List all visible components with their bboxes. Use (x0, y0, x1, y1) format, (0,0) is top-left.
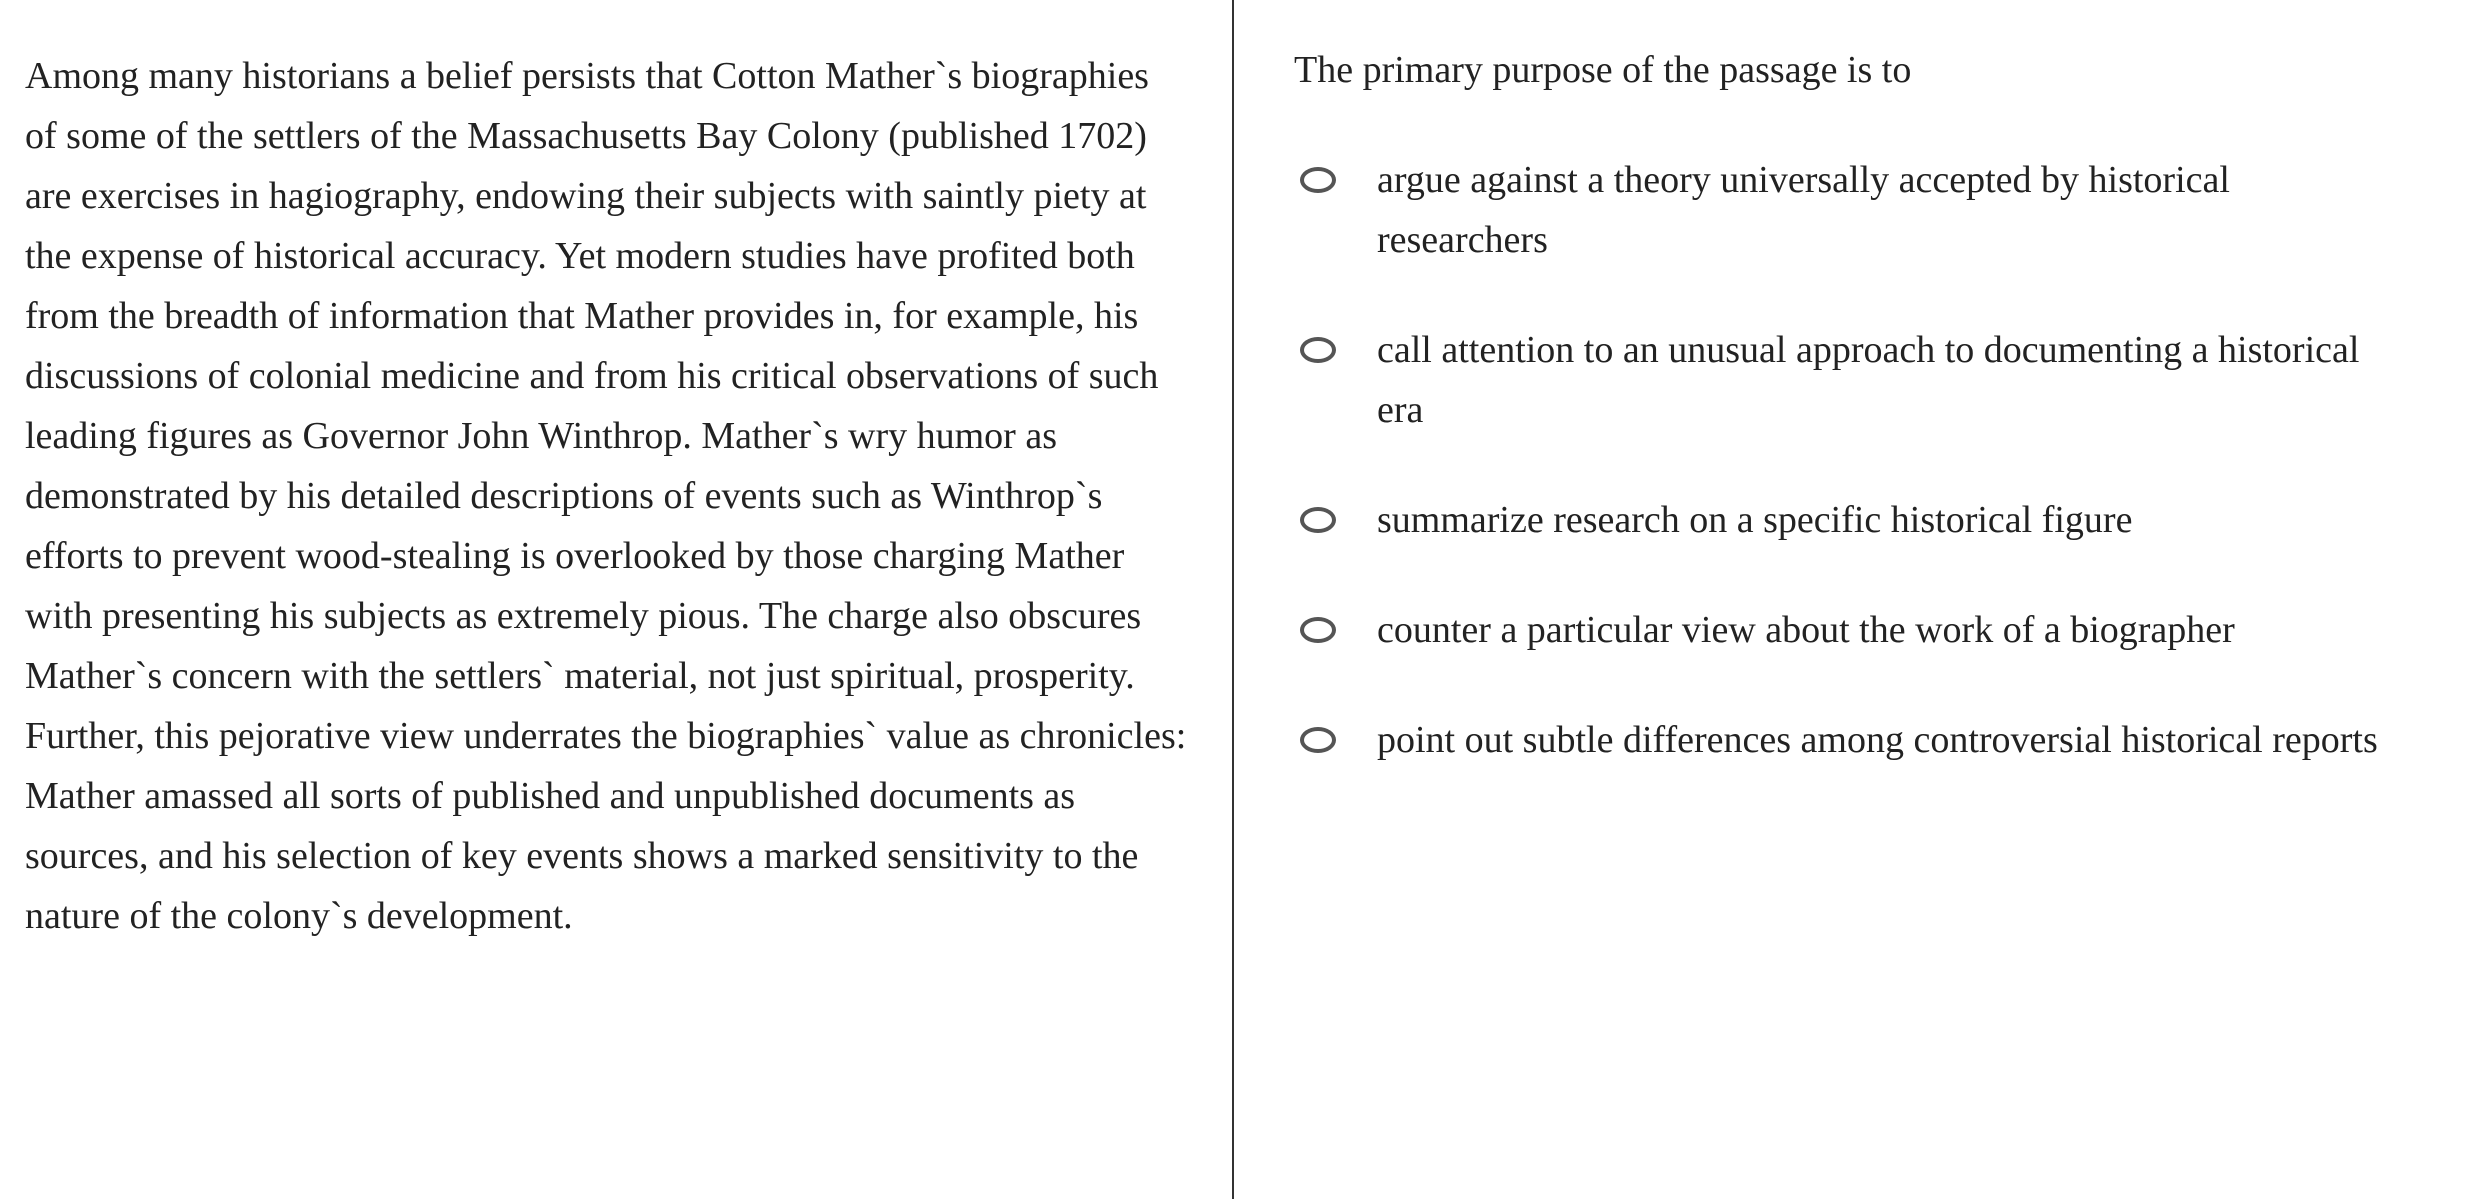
answer-option-c[interactable] (1294, 490, 2444, 600)
answer-option-d[interactable] (1294, 600, 2444, 710)
answer-label-b: call attention to an unusual approach to documenting a historical era (1377, 329, 2360, 431)
radio-button-icon[interactable] (1300, 727, 1336, 753)
radio-button-icon[interactable] (1300, 337, 1336, 363)
answer-option-e[interactable] (1294, 710, 2444, 880)
answer-option-a[interactable] (1294, 150, 2444, 320)
answer-label-a: argue against a theory universally accepted by historical researchers (1377, 159, 2230, 261)
radio-button-icon[interactable] (1300, 507, 1336, 533)
radio-button-icon[interactable] (1300, 167, 1336, 193)
answer-label-c: summarize research on a specific historical figure (1377, 499, 2133, 541)
answer-choices (1294, 150, 2444, 880)
question-stem: The primary purpose of the passage is to (1294, 49, 1912, 91)
radio-button-icon[interactable] (1300, 617, 1336, 643)
answer-label-d: counter a particular view about the work of a biographer (1377, 609, 2235, 651)
answer-label-e: point out subtle differences among controversial historical reports (1377, 719, 2378, 761)
pane-divider (1232, 0, 1234, 1199)
question-pane (1294, 0, 2444, 1199)
answer-option-b[interactable] (1294, 320, 2444, 490)
passage-text: Among many historians a belief persists that Cotton Mather`s biographies of some of the settlers of the Massachusetts Bay Colony (published 1702) are exercises in hagiography, endowing their subjects with saintly piety at the expense of historical accuracy. Yet modern studies have profited both from the breadth of information that Mather provides in, for example, his discussions of colonial medicine and from his critical observations of such leading figures as Governor John Winthrop. Mather`s wry humor as demonstrated by his detailed descriptions of events such as Winthrop`s efforts to prevent wood-stealing is overlooked by those charging Mather with presenting his subjects as extremely pious. The charge also obscures Mather`s concern with the settlers` material, not just spiritual, prosperity. Further, this pejorative view underrates the biographies` value as chronicles: Mather amassed all sorts of published and unpublished documents as sources, and his selection of key events shows a marked sensitivity to the nature of the colony`s development. (25, 55, 1187, 937)
passage-pane (0, 0, 1232, 1199)
